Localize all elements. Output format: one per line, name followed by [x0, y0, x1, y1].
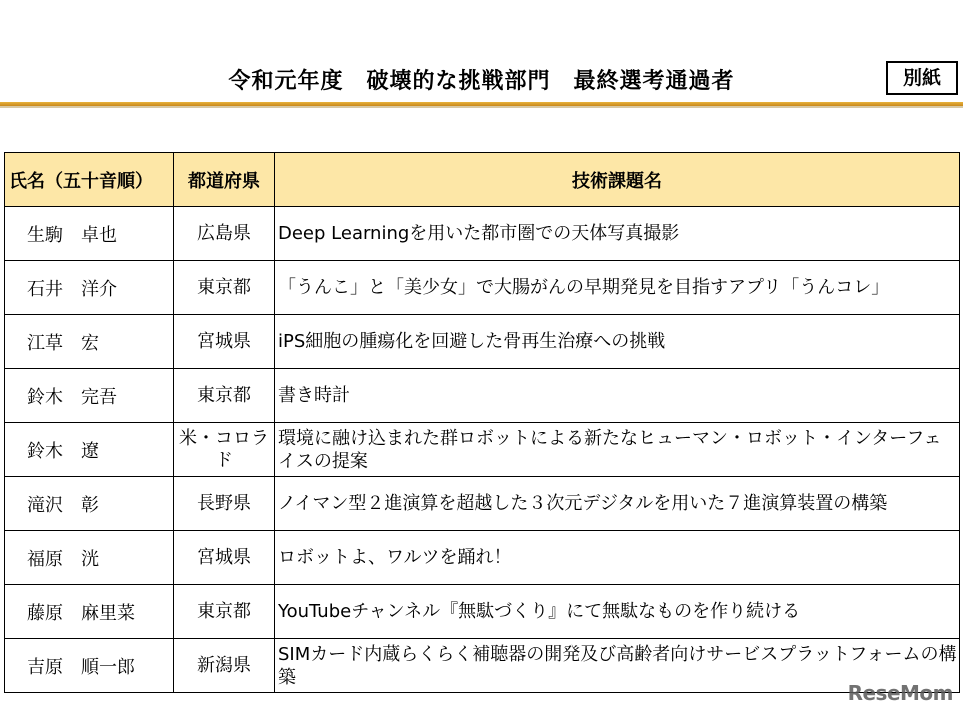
cell-name: 滝沢 彰: [5, 477, 174, 531]
table-row: [5, 639, 960, 693]
cell-name: 藤原 麻里菜: [5, 585, 174, 639]
page-title: 令和元年度 破壊的な挑戦部門 最終選考通過者: [228, 69, 735, 94]
column-header-prefecture: 都道府県: [174, 153, 275, 207]
cell-topic: YouTubeチャンネル『無駄づくり』にて無駄なものを作り続ける: [275, 585, 960, 639]
cell-topic: Deep Learningを用いた都市圏での天体写真撮影: [275, 207, 960, 261]
finalists-table: [4, 152, 960, 693]
resemom-logo: ReseMom: [847, 681, 953, 705]
column-header-topic: 技術課題名: [275, 153, 960, 207]
cell-topic: ロボットよ、ワルツを踊れ！: [275, 531, 960, 585]
cell-prefecture: 新潟県: [174, 639, 275, 693]
cell-prefecture: 東京都: [174, 585, 275, 639]
cell-topic: 「うんこ」と「美少女」で大腸がんの早期発見を目指すアプリ「うんコレ」: [275, 261, 960, 315]
table-row: [5, 207, 960, 261]
cell-prefecture: 長野県: [174, 477, 275, 531]
cell-topic: ノイマン型２進演算を超越した３次元デジタルを用いた７進演算装置の構築: [275, 477, 960, 531]
table-row: [5, 585, 960, 639]
cell-topic: SIMカード内蔵らくらく補聴器の開発及び高齢者向けサービスプラットフォームの構築: [275, 639, 960, 693]
cell-name: 江草 宏: [5, 315, 174, 369]
attachment-badge: 別紙: [886, 61, 958, 95]
cell-prefecture: 東京都: [174, 369, 275, 423]
cell-topic: iPS細胞の腫瘍化を回避した骨再生治療への挑戦: [275, 315, 960, 369]
table-row: [5, 423, 960, 477]
table-row: [5, 315, 960, 369]
cell-prefecture: 宮城県: [174, 315, 275, 369]
table-row: [5, 477, 960, 531]
cell-name: 吉原 順一郎: [5, 639, 174, 693]
cell-topic: 書き時計: [275, 369, 960, 423]
cell-prefecture: 米・コロラド: [174, 423, 275, 477]
cell-name: 福原 洸: [5, 531, 174, 585]
column-header-name: 氏名（五十音順）: [5, 153, 174, 207]
table-row: [5, 531, 960, 585]
cell-name: 生駒 卓也: [5, 207, 174, 261]
table-header-row: [5, 153, 960, 207]
cell-name: 鈴木 完吾: [5, 369, 174, 423]
header-divider-shadow: [0, 106, 963, 108]
table-row: [5, 261, 960, 315]
cell-prefecture: 東京都: [174, 261, 275, 315]
cell-prefecture: 広島県: [174, 207, 275, 261]
cell-prefecture: 宮城県: [174, 531, 275, 585]
cell-name: 石井 洋介: [5, 261, 174, 315]
table-row: [5, 369, 960, 423]
cell-topic: 環境に融け込まれた群ロボットによる新たなヒューマン・ロボット・インターフェイスの提案: [275, 423, 960, 477]
cell-name: 鈴木 遼: [5, 423, 174, 477]
